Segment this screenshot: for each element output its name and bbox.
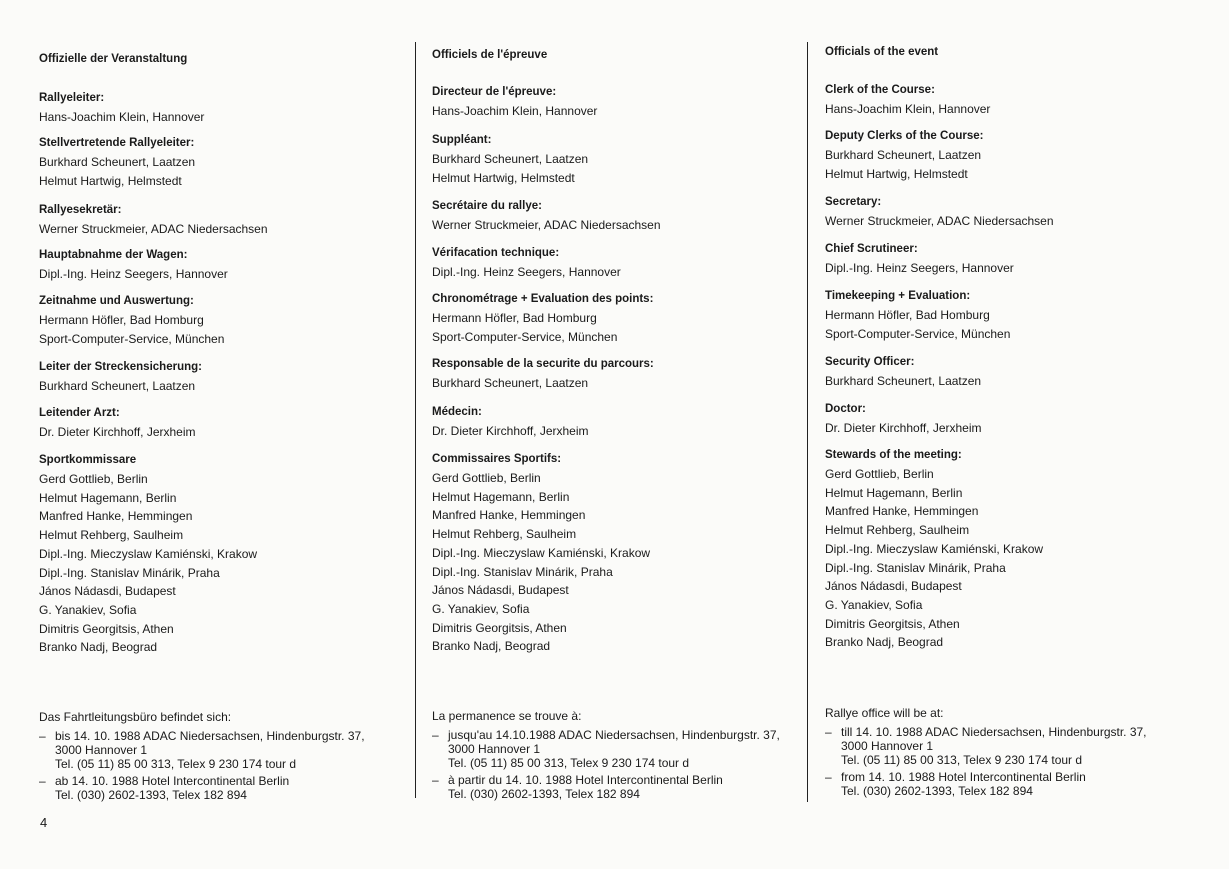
role-label: Rallyeleiter:: [39, 92, 105, 104]
dash-bullet: –: [39, 774, 46, 788]
office-intro: La permanence se trouve à:: [432, 709, 582, 723]
official-name: Dipl.-Ing. Stanislav Minárik, Praha: [825, 560, 1006, 575]
official-name: Helmut Hartwig, Helmstedt: [825, 166, 968, 181]
official-name: Gerd Gottlieb, Berlin: [432, 471, 541, 485]
role-label: Vérifacation technique:: [432, 247, 560, 259]
dash-bullet: –: [432, 773, 439, 787]
role-label: Commissaires Sportifs:: [432, 453, 562, 465]
official-name: Gerd Gottlieb, Berlin: [39, 472, 148, 486]
official-name: Dr. Dieter Kirchhoff, Jerxheim: [39, 425, 196, 439]
office-address-item: [39, 729, 409, 771]
column-divider: [415, 42, 416, 798]
role-label: Médecin:: [432, 406, 482, 418]
official-name: Dipl.-Ing. Stanislav Minárik, Praha: [432, 564, 613, 579]
official-name: Manfred Hanke, Hemmingen: [432, 508, 586, 523]
role-label: Leitender Arzt:: [39, 407, 120, 419]
official-name: Dimitris Georgitsis, Athen: [432, 620, 567, 635]
official-name: Hermann Höfler, Bad Homburg: [39, 313, 204, 327]
dash-bullet: –: [432, 728, 439, 742]
official-name: Burkhard Scheunert, Laatzen: [825, 148, 982, 162]
official-name: Helmut Rehberg, Saulheim: [825, 523, 970, 538]
role-label: Rallyesekretär:: [39, 204, 122, 216]
official-name: Helmut Rehberg, Saulheim: [432, 527, 577, 542]
office-address-item: [432, 773, 802, 801]
role-label: Zeitnahme und Auswertung:: [39, 295, 194, 307]
official-name: Branko Nadj, Beograd: [825, 635, 944, 650]
official-name: Helmut Hagemann, Berlin: [825, 485, 963, 500]
official-name: Dimitris Georgitsis, Athen: [39, 621, 174, 636]
official-name: Helmut Hartwig, Helmstedt: [432, 170, 575, 185]
office-address-line: Tel. (05 11) 85 00 313, Telex 9 230 174 tour d: [448, 756, 690, 770]
official-name: Helmut Hagemann, Berlin: [432, 489, 570, 504]
official-name: Hermann Höfler, Bad Homburg: [432, 311, 597, 325]
role-label: Security Officer:: [825, 356, 915, 368]
official-name: János Nádasdi, Budapest: [825, 579, 962, 594]
official-name: G. Yanakiev, Sofia: [39, 602, 137, 617]
dash-bullet: –: [825, 725, 832, 739]
role-label: Secretary:: [825, 196, 882, 208]
official-name: Werner Struckmeier, ADAC Niedersachsen: [825, 214, 1054, 228]
official-name: Hans-Joachim Klein, Hannover: [39, 110, 205, 124]
office-info: [432, 709, 802, 804]
official-name: Burkhard Scheunert, Laatzen: [39, 155, 196, 169]
official-name: Dipl.-Ing. Heinz Seegers, Hannover: [825, 261, 1014, 275]
office-address-line: ab 14. 10. 1988 Hotel Intercontinental Berlin: [55, 774, 290, 788]
role-label: Chief Scrutineer:: [825, 243, 918, 255]
role-label: Deputy Clerks of the Course:: [825, 130, 984, 142]
official-name: Dipl.-Ing. Stanislav Minárik, Praha: [39, 565, 220, 580]
official-name: Burkhard Scheunert, Laatzen: [39, 379, 196, 393]
column-heading: Offizielle der Veranstaltung: [39, 53, 188, 65]
official-name: G. Yanakiev, Sofia: [432, 601, 530, 616]
role-label: Stewards of the meeting:: [825, 449, 962, 461]
role-label: Responsable de la securite du parcours:: [432, 358, 654, 370]
official-name: Dipl.-Ing. Mieczyslaw Kamiénski, Krakow: [825, 541, 1044, 556]
office-address-line: jusqu'au 14.10.1988 ADAC Niedersachsen, Hindenburgstr. 37,: [448, 728, 780, 742]
office-address-line: Tel. (030) 2602-1393, Telex 182 894: [55, 788, 247, 802]
official-name: Dr. Dieter Kirchhoff, Jerxheim: [432, 424, 589, 438]
official-name: Werner Struckmeier, ADAC Niedersachsen: [39, 222, 268, 236]
role-label: Doctor:: [825, 403, 866, 415]
official-name: Burkhard Scheunert, Laatzen: [432, 152, 589, 166]
office-address-item: [825, 725, 1195, 767]
official-name: Werner Struckmeier, ADAC Niedersachsen: [432, 218, 661, 232]
office-address-item: [39, 774, 409, 802]
dash-bullet: –: [825, 770, 832, 784]
official-name: Branko Nadj, Beograd: [432, 639, 551, 654]
office-address-item: [432, 728, 802, 770]
page-number: 4: [40, 815, 48, 830]
office-address-line: Tel. (05 11) 85 00 313, Telex 9 230 174 tour d: [55, 757, 297, 771]
official-name: Dipl.-Ing. Mieczyslaw Kamiénski, Krakow: [432, 545, 651, 560]
dash-bullet: –: [39, 729, 46, 743]
role-label: Stellvertretende Rallyeleiter:: [39, 137, 195, 149]
role-label: Leiter der Streckensicherung:: [39, 361, 202, 373]
official-name: Helmut Rehberg, Saulheim: [39, 528, 184, 543]
official-name: Branko Nadj, Beograd: [39, 640, 158, 655]
role-label: Directeur de l'épreuve:: [432, 86, 557, 98]
official-name: Dipl.-Ing. Heinz Seegers, Hannover: [39, 267, 228, 281]
official-name: Hans-Joachim Klein, Hannover: [825, 102, 991, 116]
column-heading: Officiels de l'épreuve: [432, 49, 548, 61]
role-label: Suppléant:: [432, 134, 492, 146]
official-name: Manfred Hanke, Hemmingen: [825, 504, 979, 519]
official-name: Sport-Computer-Service, München: [825, 326, 1011, 341]
official-name: Burkhard Scheunert, Laatzen: [825, 374, 982, 388]
office-address-line: 3000 Hannover 1: [841, 739, 934, 753]
office-info: [825, 706, 1195, 801]
official-name: Helmut Hartwig, Helmstedt: [39, 173, 182, 188]
role-label: Timekeeping + Evaluation:: [825, 290, 971, 302]
official-name: Gerd Gottlieb, Berlin: [825, 467, 934, 481]
official-name: Dimitris Georgitsis, Athen: [825, 616, 960, 631]
office-info: [39, 710, 409, 805]
office-address-line: Tel. (030) 2602-1393, Telex 182 894: [841, 784, 1033, 798]
official-name: Manfred Hanke, Hemmingen: [39, 509, 193, 524]
official-name: Dipl.-Ing. Heinz Seegers, Hannover: [432, 265, 621, 279]
official-name: János Nádasdi, Budapest: [39, 584, 176, 599]
office-address-line: à partir du 14. 10. 1988 Hotel Intercontinental Berlin: [448, 773, 723, 787]
office-address-line: 3000 Hannover 1: [55, 743, 148, 757]
office-address-line: till 14. 10. 1988 ADAC Niedersachsen, Hindenburgstr. 37,: [841, 725, 1147, 739]
official-name: Sport-Computer-Service, München: [432, 329, 618, 344]
column-heading: Officials of the event: [825, 46, 939, 58]
role-label: Clerk of the Course:: [825, 84, 935, 96]
official-name: Hermann Höfler, Bad Homburg: [825, 308, 990, 322]
office-address-item: [825, 770, 1195, 798]
official-name: Sport-Computer-Service, München: [39, 331, 225, 346]
official-name: Dipl.-Ing. Mieczyslaw Kamiénski, Krakow: [39, 546, 258, 561]
official-name: Burkhard Scheunert, Laatzen: [432, 376, 589, 390]
official-name: G. Yanakiev, Sofia: [825, 597, 923, 612]
column-divider: [807, 42, 808, 802]
office-address-line: Tel. (030) 2602-1393, Telex 182 894: [448, 787, 640, 801]
official-name: Helmut Hagemann, Berlin: [39, 490, 177, 505]
office-address-line: bis 14. 10. 1988 ADAC Niedersachsen, Hindenburgstr. 37,: [55, 729, 365, 743]
office-address-line: from 14. 10. 1988 Hotel Intercontinental Berlin: [841, 770, 1086, 784]
role-label: Sportkommissare: [39, 454, 137, 466]
official-name: Dr. Dieter Kirchhoff, Jerxheim: [825, 421, 982, 435]
office-intro: Das Fahrtleitungsbüro befindet sich:: [39, 710, 232, 724]
role-label: Hauptabnahme der Wagen:: [39, 249, 188, 261]
role-label: Chronométrage + Evaluation des points:: [432, 293, 654, 305]
office-address-line: Tel. (05 11) 85 00 313, Telex 9 230 174 tour d: [841, 753, 1083, 767]
role-label: Secrétaire du rallye:: [432, 200, 542, 212]
office-address-line: 3000 Hannover 1: [448, 742, 541, 756]
official-name: Hans-Joachim Klein, Hannover: [432, 104, 598, 118]
office-intro: Rallye office will be at:: [825, 706, 944, 720]
official-name: János Nádasdi, Budapest: [432, 583, 569, 598]
